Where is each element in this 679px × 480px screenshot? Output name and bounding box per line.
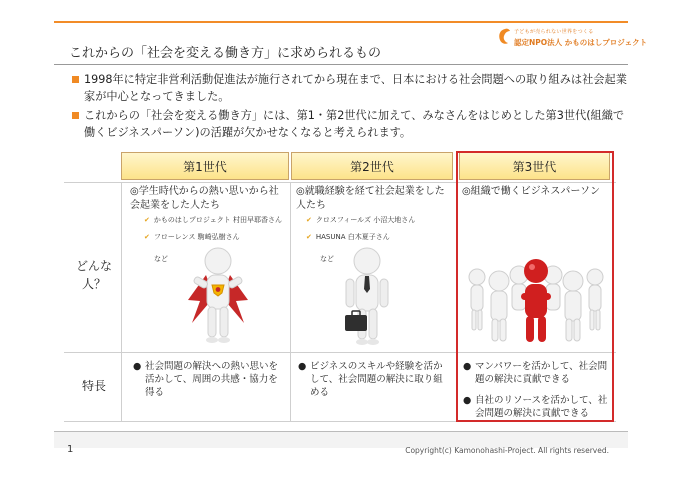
column-header-gen2: 第2世代: [291, 152, 453, 180]
feature-text: マンパワーを活かして、社会問題の解決に貢献できる: [475, 361, 608, 385]
intro-bullet: [72, 108, 632, 141]
bullet-dot-icon: ●: [298, 361, 307, 372]
superhero-figure-icon: [178, 245, 258, 351]
gen3-description: ◎組織で働くビジネスパーソン: [462, 186, 601, 197]
column-header-gen1: 第1世代: [121, 152, 289, 180]
check-icon: ✔: [306, 216, 312, 224]
gen3-highlight-frame: [456, 151, 614, 422]
bullet-square-icon: [72, 76, 79, 83]
logo-mark-icon: [497, 28, 512, 46]
gen2-feature: [298, 360, 450, 399]
check-icon: ✔: [144, 233, 150, 241]
gen1-example: [144, 215, 282, 225]
table-col-divider: [121, 182, 122, 422]
gen2-example: [306, 232, 390, 242]
bullet-dot-icon: ●: [463, 395, 472, 406]
businessperson-figure-icon: [335, 245, 405, 351]
column-header-gen3: 第3世代: [459, 152, 610, 180]
gen1-etc: など: [154, 255, 168, 263]
bullet-text: これからの「社会を変える働き方」には、第1・第2世代に加えて、みなさんをはじめとした第3世代(組織で働くビジネスパーソン)の活躍が欠かせなくなると考えられます。: [84, 109, 625, 139]
feature-text: 社会問題の解決への熱い思いを活かして、周囲の共感・協力を得る: [145, 361, 279, 398]
row-label-who: どんな人？: [75, 259, 112, 291]
feature-text: ビジネスのスキルや経験を活かして、社会問題の解決に取り組める: [310, 361, 443, 398]
feature-text: 自社のリソースを活かして、社会問題の解決に貢献できる: [475, 395, 608, 419]
gen1-description: ◎学生時代からの熱い思いから社会起業をした人たち: [130, 186, 279, 211]
logo-org-name: 認定NPO法人 かものはしプロジェクト: [514, 38, 648, 47]
intro-bullets: [72, 72, 632, 144]
gen1-feature: [133, 360, 285, 399]
top-accent-bar: [54, 21, 628, 23]
gen2-description: ◎就職経験を経て社会起業をした人たち: [296, 186, 445, 211]
example-text: かものはしプロジェクト 村田早耶香さん: [153, 216, 282, 224]
example-text: フローレンス 駒崎弘樹さん: [153, 233, 240, 241]
check-icon: ✔: [306, 233, 312, 241]
gen1-example: [144, 232, 240, 242]
slide-title: これからの「社会を変える働き方」に求められるもの: [69, 46, 382, 61]
copyright-text: Copyright(c) Kamonohashi-Project. All rights reserved.: [405, 446, 609, 455]
logo-tagline: 子どもが売られない世界をつくる: [514, 29, 594, 35]
gen2-etc: など: [320, 255, 334, 263]
intro-bullet: [72, 72, 632, 105]
table-col-divider: [290, 182, 291, 422]
check-icon: ✔: [144, 216, 150, 224]
gen2-example: [306, 215, 415, 225]
bullet-square-icon: [72, 112, 79, 119]
bullet-dot-icon: ●: [133, 361, 142, 372]
kamonohashi-logo: [497, 27, 648, 51]
example-text: クロスフィールズ 小沼大地さん: [315, 216, 416, 224]
bullet-dot-icon: ●: [463, 361, 472, 372]
title-divider: [54, 64, 628, 65]
bullet-text: 1998年に特定非営利活動促進法が施行されてから現在まで、日本における社会問題への取り組みは社会起業家が中心となってきました。: [84, 73, 627, 103]
row-label-features: 特長: [81, 379, 106, 393]
page-number: 1: [67, 444, 74, 455]
example-text: HASUNA 白木夏子さん: [315, 233, 390, 241]
